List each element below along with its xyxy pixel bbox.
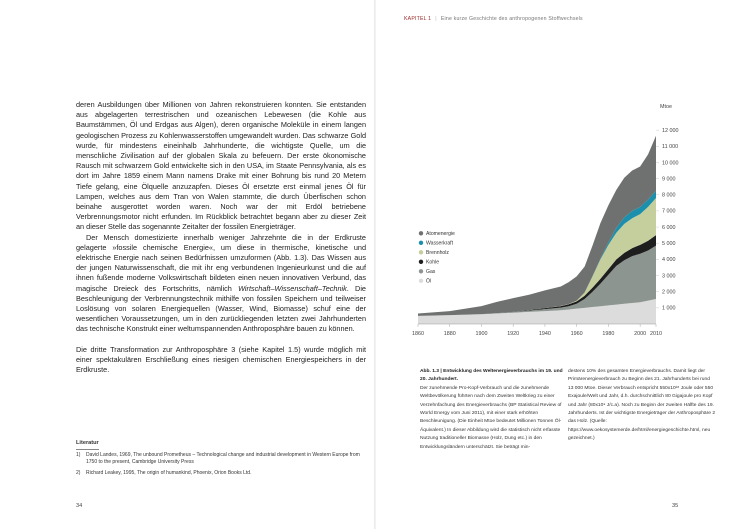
y-tick-label: 7 000 xyxy=(662,208,676,215)
chapter-label: KAPITEL 1 xyxy=(404,16,432,22)
x-tick-label: 1880 xyxy=(443,331,456,337)
energy-chart-svg xyxy=(404,96,704,346)
legend-label: Kohle xyxy=(426,259,440,266)
y-axis-label: Mtoe xyxy=(660,104,672,110)
y-tick-label: 4 000 xyxy=(662,257,676,264)
y-tick-label: 1 000 xyxy=(662,305,676,312)
italic-term: Wirtschaft–Wissenschaft–Technik xyxy=(238,283,347,293)
paragraph-1: deren Ausbildungen über Millionen von Jahren rekonstruieren konnten. Sie entstanden aus abgelagerten terrestrischen und ozeanischen Lebewesen (die Kohle aus Baumstämmen, Öl und Erdgas aus Algen), deren organische Moleküle in einem langen geologischen Prozess zu Kohlenwasserstoffen umgewandelt wurden. Das schwarze Gold wurde, für mindestens eineinhalb Jahrhunderte, die wichtigste Quelle, um die menschliche Zivilisation auf der globalen Skala zu befeuern. Der erste ökonomische Rausch mit schwarzem Gold entwickelte sich in den USA, im Staate Pennsylvania, als es dort im Jahre 1859 einem Mann namens Drake mit einer Bohrung bis rund 20 Metern Tiefe gelang, eine Ölquelle anzuzapfen. Dieses Öl ersetzte erst einmal jenes Öl für Lampen, welches aus dem Tran von Walen stammte, die durch Überfischen schon beinahe ausgerottet worden waren. Noch war der mit Erdöl betriebene Verbrennungsmotor nicht erfunden. Im Rückblick betrachtet begann aber zu dieser Zeit an dieser Stelle das sogenannte Zeitalter der fossilen Energieträger. xyxy=(76,100,366,232)
literature-section xyxy=(76,440,366,477)
y-tick-label: 9 000 xyxy=(662,176,676,183)
energy-chart xyxy=(404,96,704,346)
y-tick-label: 6 000 xyxy=(662,224,676,231)
legend-swatch xyxy=(419,231,423,235)
legend-label: Öl xyxy=(426,278,432,285)
legend-swatch xyxy=(419,269,423,273)
caption-title: Abb. 1.3 | Entwicklung des Weltenergieverbrauchs im 19. und 20. Jahrhundert. xyxy=(420,369,563,383)
caption-text-2: destens 10% des gesamten Energieverbrauchs. Damit liegt der Primärenergieverbrauch zu Beginn des 21. Jahrhunderts bei rund 13 000 Mtoe. Dieser Verbrauch entspricht 550x10¹⁸ Joule oder 550 Exajoule/Welt und Jahr, d.h. durchschnittlich 80 Gigajoule pro Kopf und Jahr (80x10⁹ J/c.a). Noch zu Beginn der zweiten Hälfte des 19. Jahrhunderts. Ist der wichtigste Energieträger der Anthroposphäre 2 das Holz. (Quelle: https://www.oekosystemerde.de/html/energiegeschichte.html, neu gezeichnet.) xyxy=(568,369,716,442)
x-tick-label: 1860 xyxy=(412,331,424,337)
literature-item xyxy=(76,452,366,467)
legend-label: Gas xyxy=(426,269,436,275)
y-tick-label: 5 000 xyxy=(662,241,676,248)
running-head-separator: | xyxy=(435,16,437,22)
x-tick-label: 2010 xyxy=(650,331,662,337)
legend-swatch xyxy=(419,241,423,245)
caption-text-1: Der zunehmende Pro-Kopf-Verbrauch und die zunehmende Weltbevölkerung führten nach dem Zweiten Weltkrieg zu einer Verzehnfachung des Energieverbrauchs (BP Statistical Review of World Energy vom Juni 2011), mit einer stark erhöhten Beschleunigung. (Die Einheit Mtoe bedeutet Millionen Tonnen Öl-Äquivalent.) In dieser Abbildung wird die statistisch nicht erfasste Nutzung traditioneller Biomasse (Holz, Dung etc.) in den Entwicklungsländern unterschätzt. Sie beträgt min- xyxy=(420,385,562,450)
page-number-right: 35 xyxy=(672,503,679,509)
x-tick-label: 1980 xyxy=(602,331,615,337)
x-tick-label: 2000 xyxy=(634,331,647,337)
literature-item xyxy=(76,470,366,478)
running-head xyxy=(404,16,583,22)
x-tick-label: 1940 xyxy=(538,331,551,337)
legend-swatch xyxy=(419,279,423,283)
y-tick-label: 12 000 xyxy=(662,127,679,134)
chapter-title: Eine kurze Geschichte des anthropogenen Stoffwechsels xyxy=(440,16,583,22)
y-tick-label: 10 000 xyxy=(662,160,679,167)
literature-number: 2) xyxy=(76,469,81,476)
paragraph-3: Die dritte Transformation zur Anthroposphäre 3 (siehe Kapitel 1.5) wurde möglich mit einer spektakulären Erschließung eines riesigen chemischen Energiespeichers in der Erdkruste. xyxy=(76,344,366,375)
book-spine xyxy=(374,0,376,529)
y-tick-label: 8 000 xyxy=(662,192,676,199)
literature-text: David Landes, 1969, The unbound Prometheus – Technological change and industrial development in Western Europe from 1750 to the present, Cambridge University Press xyxy=(86,451,360,465)
literature-number: 1) xyxy=(76,451,81,458)
literature-title: Literatur xyxy=(76,440,99,450)
legend-label: Brennholz xyxy=(426,250,449,256)
x-tick-label: 1920 xyxy=(507,331,520,337)
legend-label: Wasserkraft xyxy=(426,240,453,247)
legend-swatch xyxy=(419,260,423,264)
legend-swatch xyxy=(419,250,423,254)
y-tick-label: 11 000 xyxy=(662,144,679,151)
left-page-body xyxy=(76,100,366,375)
paragraph-2: Der Mensch domestizierte innerhalb weniger Jahrzehnte die in der Erdkruste gelagerte »fossile chemische Energie«, um diese in thermische, kinetische und elektrische Energie nach seinen Bedürfnissen umzuformen (Abb. 1.3). Das Wissen aus der jungen Naturwissenschaft, die mit ihr eng verbundenen Ingenieurkunst und die auf ihnen fußende moderne Volkswirtschaft bildeten einen neuen innovativen Verbund, das magische Dreieck des Fortschritts, nämlich Wirtschaft–Wissenschaft–Technik. Die Beschleunigung der Verbrennungstechnik mithilfe von fossilen Speichern und teilweiser Loslösung von solaren Energiequellen (Wasser, Wind, Biomasse) schuf eine der wesentlichen Voraussetzungen, um in den zurückliegenden letzten zwei Jahrhunderten das technische Konstrukt einer weltumspannenden Anthroposphäre bauen zu können. xyxy=(76,232,366,334)
y-tick-label: 3 000 xyxy=(662,273,676,280)
page-number-left: 34 xyxy=(76,503,83,509)
x-tick-label: 1960 xyxy=(570,331,583,337)
y-tick-label: 2 000 xyxy=(662,289,676,296)
legend-label: Atomenergie xyxy=(426,231,455,237)
x-tick-label: 1900 xyxy=(475,331,488,337)
figure-caption-col1 xyxy=(420,368,568,452)
figure-caption-col2 xyxy=(568,368,716,444)
literature-text: Richard Leakey, 1995, The origin of humankind, Phoenix, Orion Books Ltd. xyxy=(86,469,252,476)
